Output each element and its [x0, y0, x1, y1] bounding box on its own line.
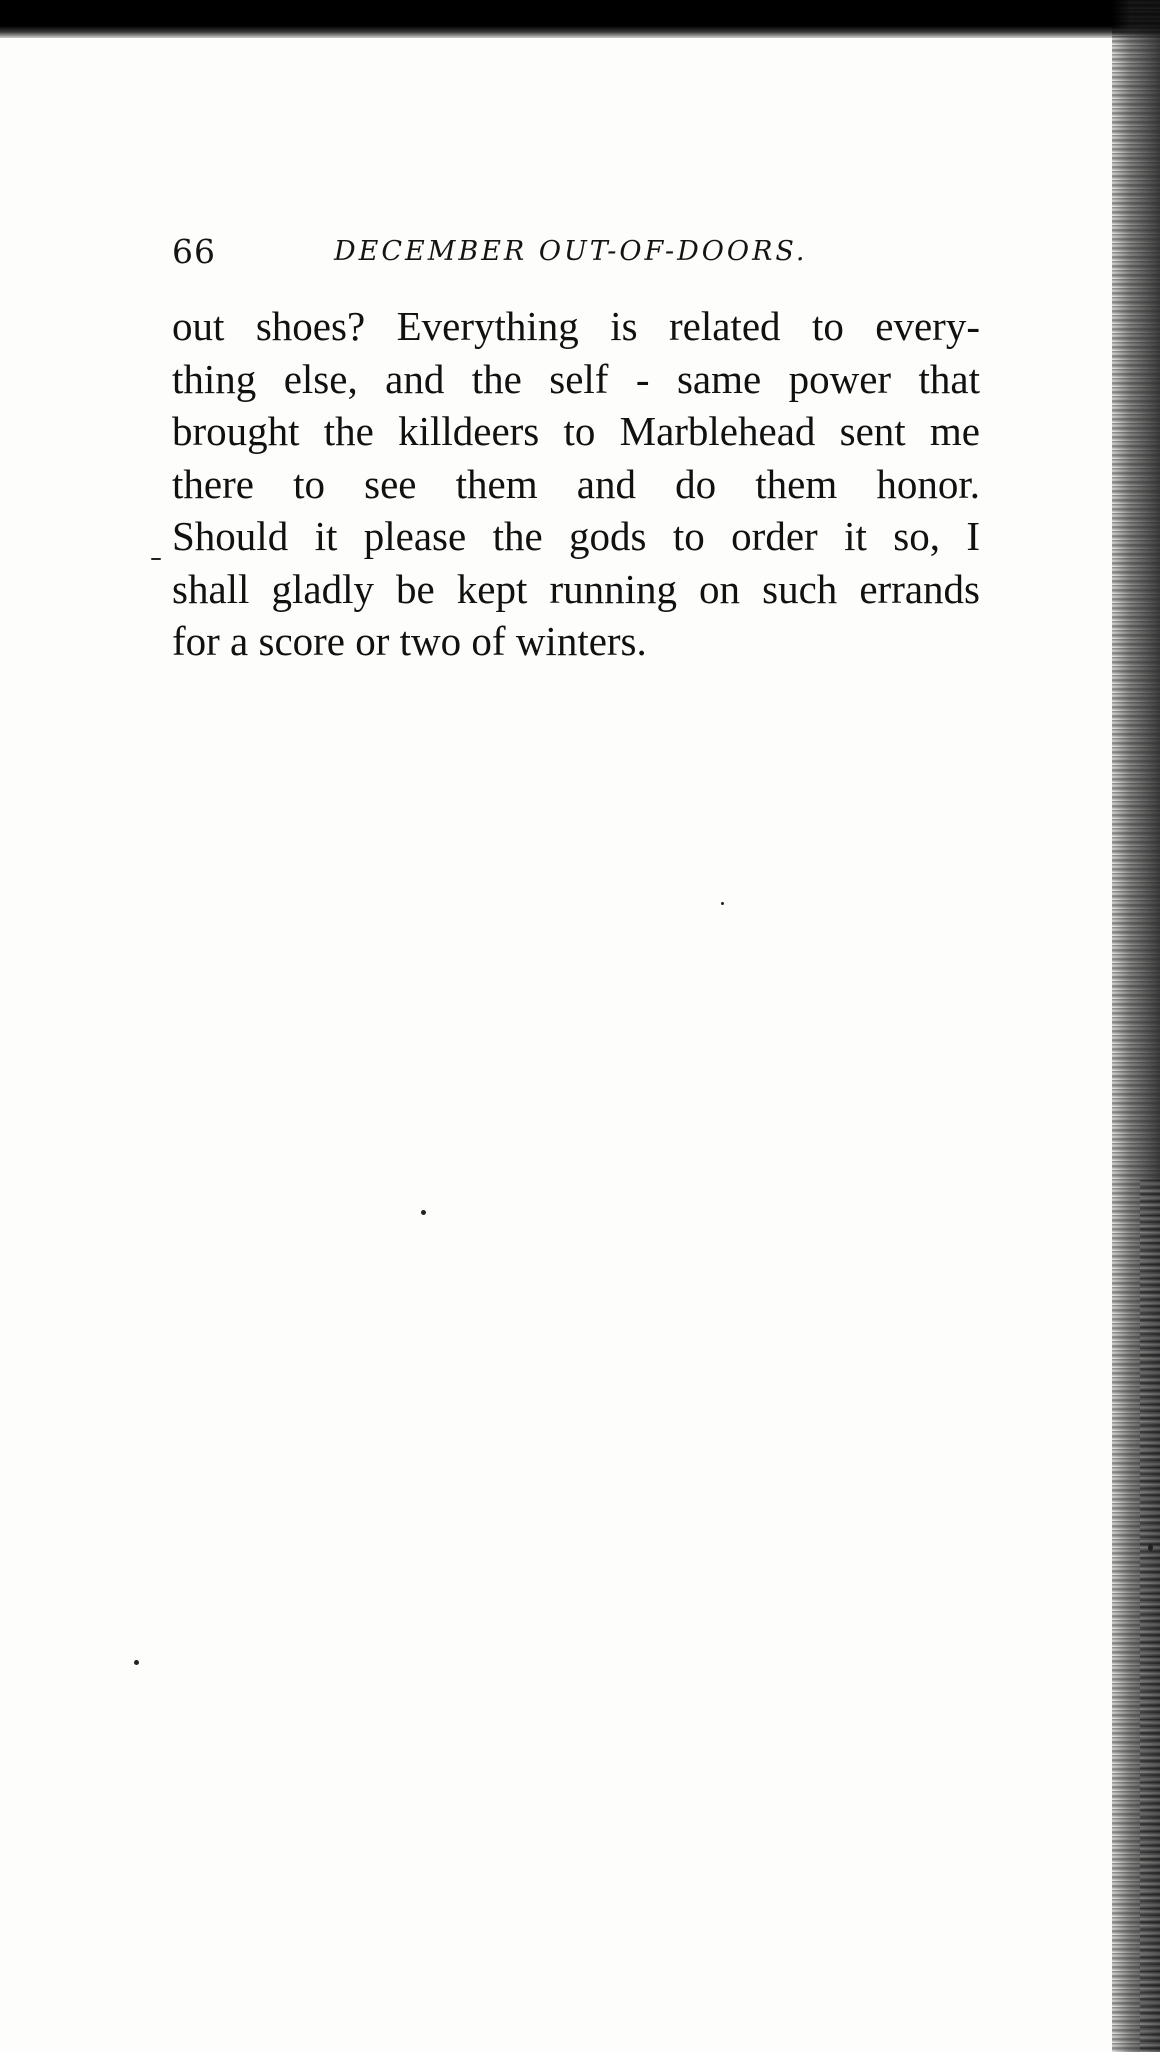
page-header [172, 228, 972, 284]
text-line: Should it please the gods to order it so, I [172, 513, 980, 559]
scan-speck [151, 558, 161, 560]
scan-top-edge [0, 0, 1160, 38]
scan-speck [1148, 1544, 1153, 1551]
running-head: DECEMBER OUT-OF-DOORS. [334, 236, 808, 267]
scan-speck [421, 1210, 426, 1215]
text-line: brought the killdeers to Marblehead sent me [172, 408, 980, 454]
text-line: shall gladly be kept running on such errands [172, 565, 980, 612]
text-line: out shoes? Everything is related to every- [172, 303, 980, 349]
scan-speck [721, 902, 724, 905]
text-line: for a score or two of winters. [172, 618, 647, 664]
scan-speck [134, 1660, 139, 1665]
text-line: there to see them and do them honor. [172, 460, 980, 507]
text-line: thing else, and the self - same power that [172, 355, 980, 402]
scan-right-edge-lower [1140, 1180, 1160, 2052]
page-number: 66 [172, 232, 216, 271]
body-text [172, 300, 980, 668]
